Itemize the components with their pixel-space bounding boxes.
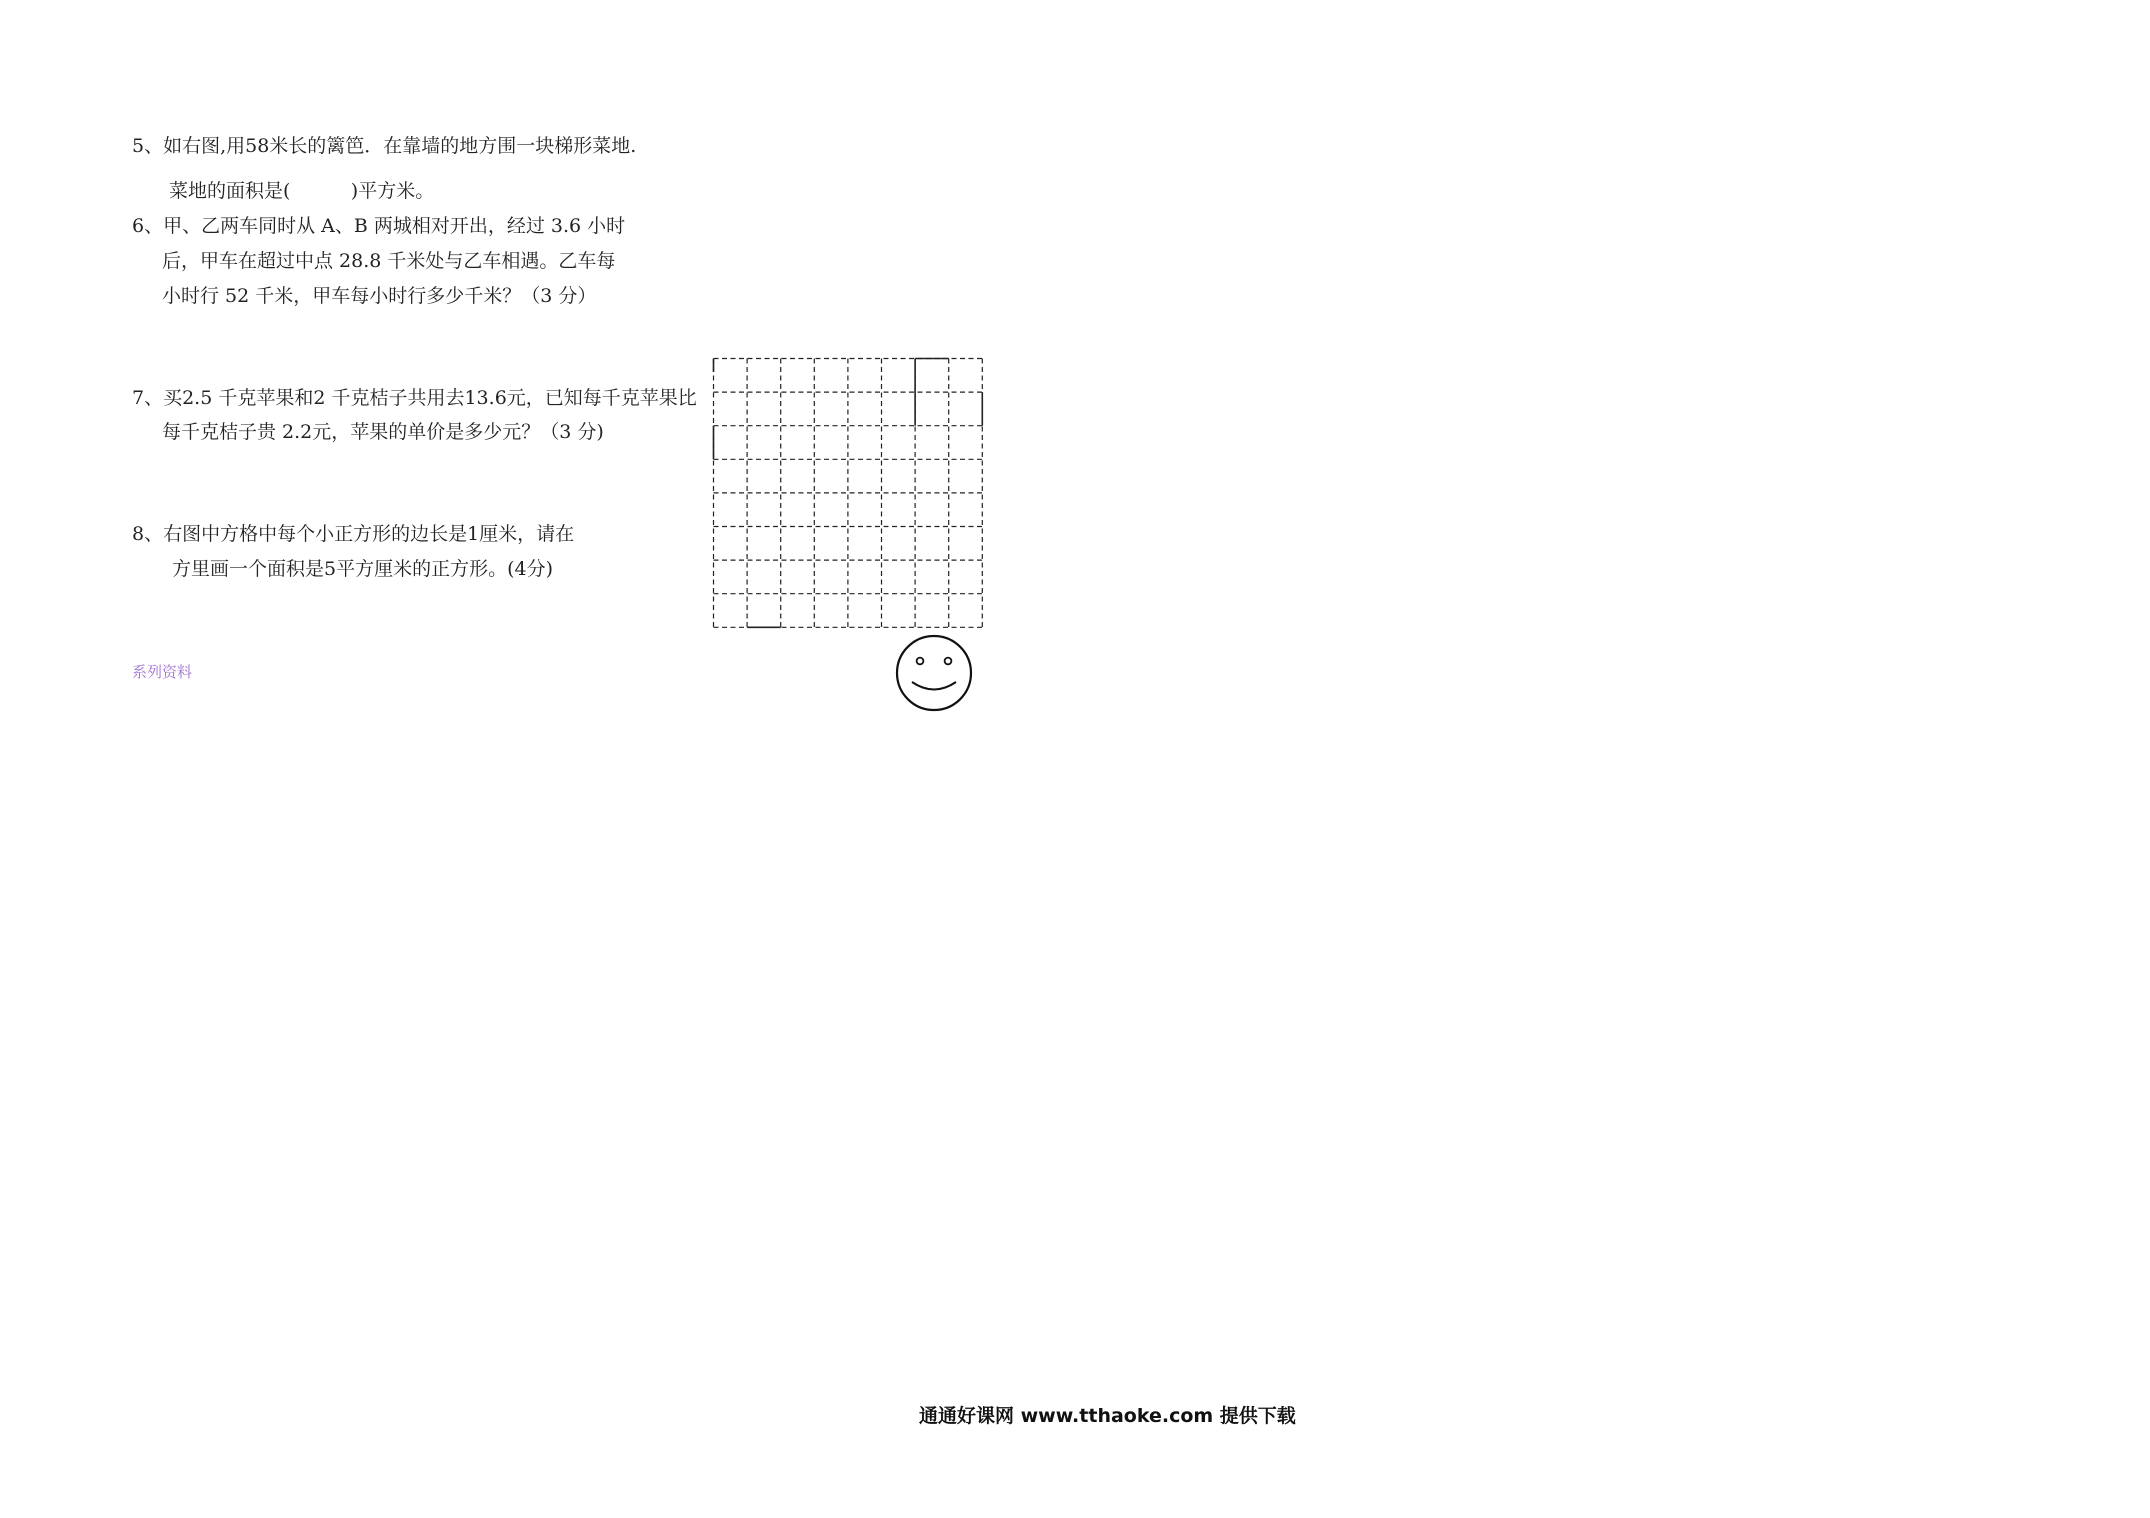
question-5-line-1: 5、如右图,用58米长的篱笆．在靠墙的地方围一块梯形菜地. — [132, 135, 637, 157]
series-label: 系列资料 — [132, 663, 193, 681]
dashed-square-grid — [712, 357, 984, 629]
question-8-line-1: 8、右图中方格中每个小正方形的边长是1厘米，请在 — [132, 523, 575, 545]
question-6-line-3: 小时行 52 千米，甲车每小时行多少千米？（3 分） — [162, 285, 597, 307]
smiley-left-eye — [917, 658, 924, 665]
smiley-right-eye — [945, 658, 952, 665]
question-6-line-1: 6、甲、乙两车同时从 A、B 两城相对开出，经过 3.6 小时 — [132, 215, 626, 237]
smiley-face-icon — [894, 633, 974, 713]
question-7-line-2: 每千克桔子贵 2.2元，苹果的单价是多少元？（3 分) — [162, 421, 604, 443]
smiley-mouth — [912, 682, 956, 690]
question-5-line-2: 菜地的面积是( )平方米。 — [169, 180, 435, 202]
download-footer: 通通好课网 www.tthaoke.com 提供下载 — [919, 1405, 1296, 1427]
question-7-line-1: 7、买2.5 千克苹果和2 千克桔子共用去13.6元，已知每千克苹果比 — [132, 387, 697, 409]
question-8-line-2: 方里画一个面积是5平方厘米的正方形。(4分) — [172, 558, 554, 580]
smiley-outline — [897, 636, 971, 710]
question-6-line-2: 后，甲车在超过中点 28.8 千米处与乙车相遇。乙车每 — [162, 250, 616, 272]
